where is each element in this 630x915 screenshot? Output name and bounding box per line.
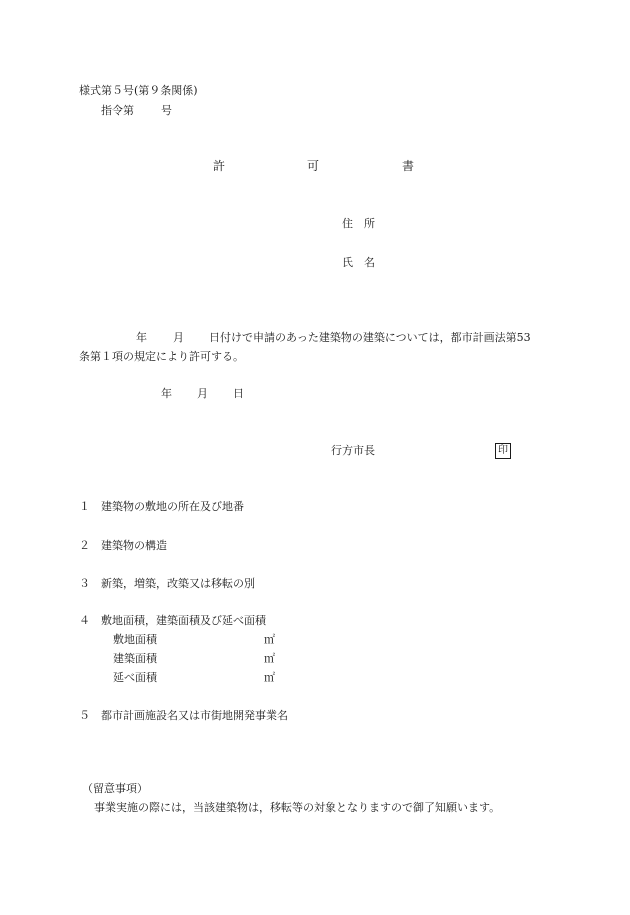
title-char-3: 書 <box>402 159 415 173</box>
item-number: ５ <box>79 709 90 722</box>
item-number: ３ <box>79 577 90 590</box>
seal-mark: 印 <box>495 443 511 459</box>
order-number-suffix: 号 <box>161 104 172 117</box>
item-text: 敷地面積，建築面積及び延べ面積 <box>101 614 266 627</box>
date-year: 年 <box>161 387 172 400</box>
application-month: 月 <box>173 331 184 344</box>
area-label: 延べ面積 <box>113 671 157 684</box>
title-char-2: 可 <box>307 159 320 173</box>
item-number: １ <box>79 500 90 513</box>
area-unit: ㎡ <box>264 633 275 646</box>
area-unit: ㎡ <box>264 671 275 684</box>
item-text: 都市計画施設名又は市街地開発事業名 <box>101 709 288 722</box>
area-unit: ㎡ <box>264 652 275 665</box>
body-text-line-2: 条第１項の規定により許可する。 <box>79 350 244 363</box>
item-number: ２ <box>79 539 90 552</box>
address-label: 住 所 <box>342 217 375 230</box>
item-number: ４ <box>79 614 90 627</box>
form-number: 様式第５号(第９条関係) <box>79 84 198 97</box>
date-month: 月 <box>197 387 208 400</box>
date-day: 日 <box>233 387 244 400</box>
notes-text: 事業実施の際には，当該建築物は，移転等の対象となりますので御了知願います。 <box>94 801 501 814</box>
item-text: 新築，増築，改築又は移転の別 <box>101 577 255 590</box>
order-number-prefix: 指令第 <box>101 104 134 117</box>
document-title <box>0 159 630 175</box>
application-year: 年 <box>136 331 147 344</box>
area-label: 敷地面積 <box>113 633 157 646</box>
notes-heading: （留意事項） <box>82 782 148 795</box>
item-text: 建築物の構造 <box>101 539 167 552</box>
title-char-1: 許 <box>213 159 226 173</box>
name-label: 氏 名 <box>342 256 375 269</box>
body-text-line-1: 日付けで申請のあった建築物の建築については，都市計画法第53 <box>209 331 531 344</box>
issuer-name: 行方市長 <box>331 444 375 457</box>
item-text: 建築物の敷地の所在及び地番 <box>101 500 244 513</box>
area-label: 建築面積 <box>113 652 157 665</box>
